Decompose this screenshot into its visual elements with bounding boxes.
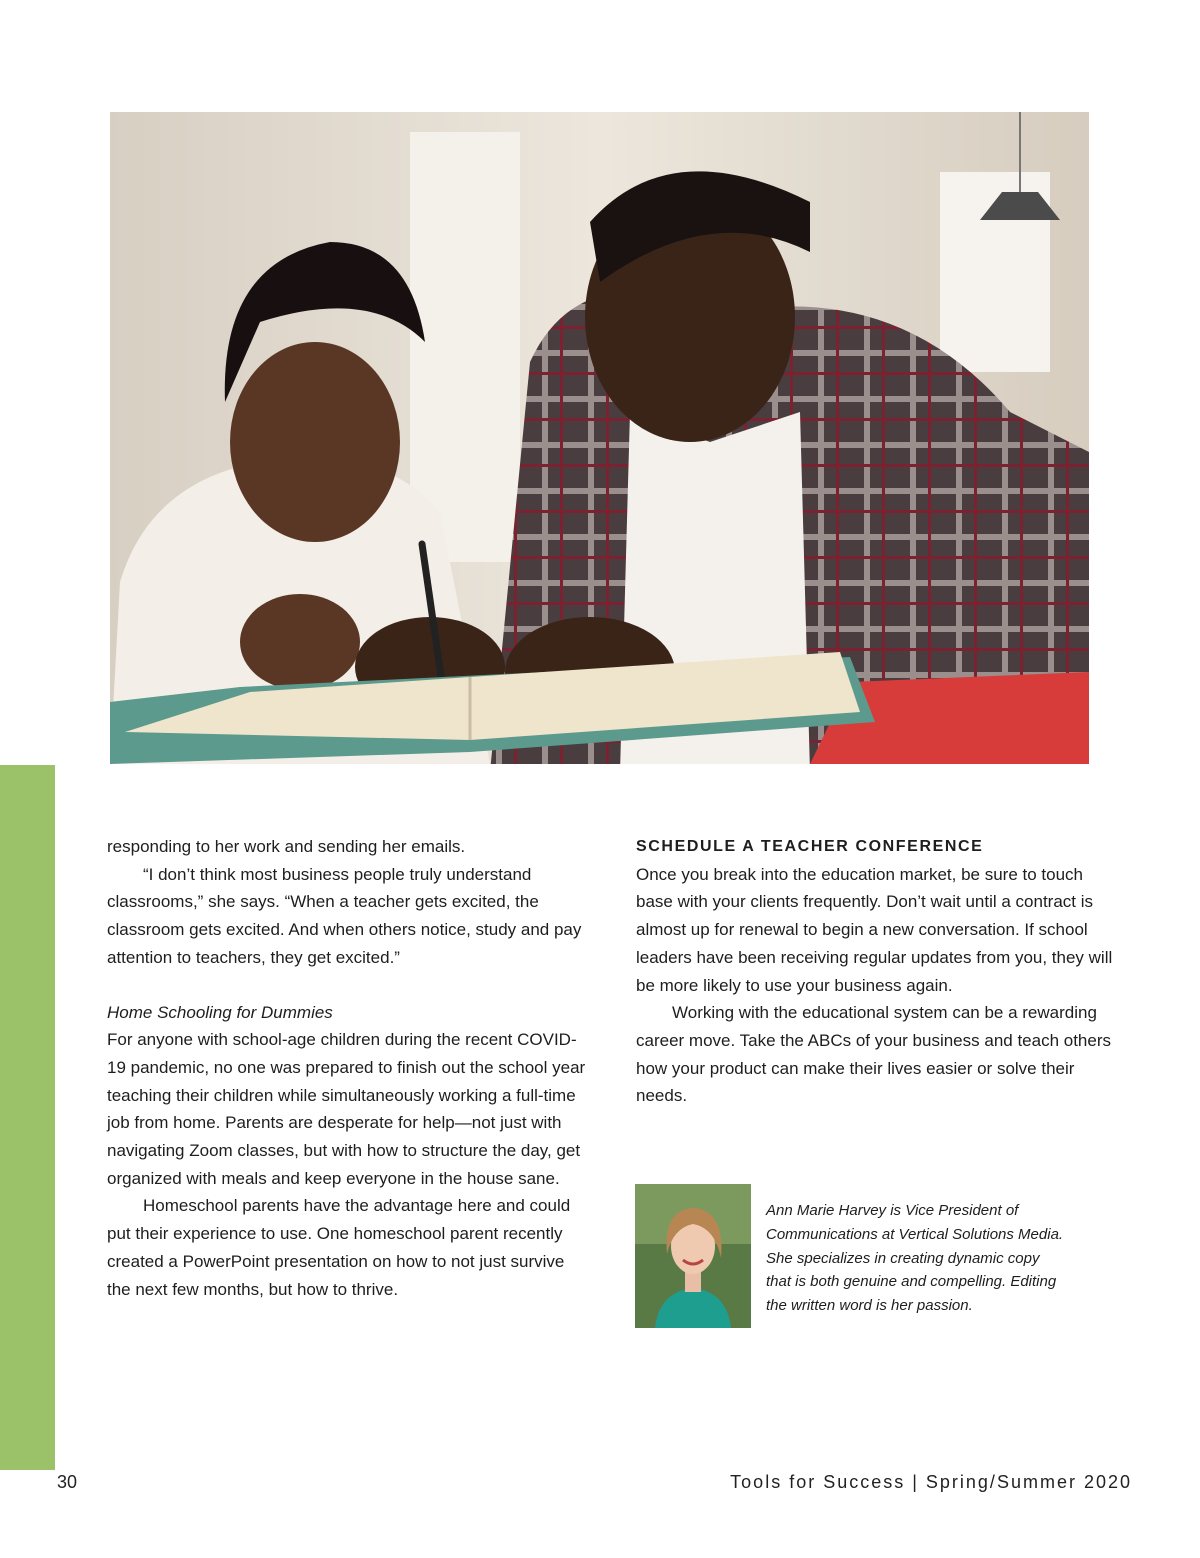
subheading: Home Schooling for Dummies: [107, 1002, 333, 1022]
body-paragraph: responding to her work and sending her emails.: [107, 837, 466, 856]
body-paragraph: Working with the educational system can be a rewarding career move. Take the ABCs of your business and teach others how your product can make their lives easier or solve their needs.: [636, 1003, 1112, 1106]
quote-paragraph: “I don’t think most business people truly understand classrooms,” she says. “When a teacher gets excited, the classroom gets excited. And when others notice, study and pay attention to teachers, they get excited.”: [107, 864, 582, 967]
body-paragraph: Once you break into the education market, be sure to touch base with your clients frequently. Don’t wait until a contract is almost up for renewal to begin a new conversation. If school leaders have been receiving regular updates from you, they will be more likely to use your business again.: [636, 864, 1113, 995]
article-right-column: [636, 833, 1116, 1110]
article-left-column: [107, 833, 587, 1303]
author-headshot: [635, 1184, 751, 1328]
section-heading: SCHEDULE A TEACHER CONFERENCE: [636, 838, 984, 855]
accent-bar: [0, 765, 55, 1470]
author-box: [635, 1184, 1115, 1334]
page-number: 30: [57, 1472, 78, 1492]
body-paragraph: Homeschool parents have the advantage here and could put their experience to use. One homeschool parent recently created a PowerPoint presentation on how to not just survive the next few months, but how to thrive.: [107, 1196, 571, 1299]
running-footer: Tools for Success | Spring/Summer 2020: [730, 1472, 1132, 1492]
body-paragraph: For anyone with school-age children during the recent COVID-19 pandemic, no one was prepared to finish out the school year teaching their children while simultaneously working a full-time job from home. Parents are desperate for help—not just with navigating Zoom classes, but with how to structure the day, get organized with meals and keep everyone in the house sane.: [107, 1030, 586, 1188]
hero-photo: [110, 112, 1089, 764]
author-bio: Ann Marie Harvey is Vice President of Communications at Vertical Solutions Media. She specializes in creating dynamic copy that is both genuine and compelling. Editing the written word is her passion.: [766, 1202, 1064, 1315]
